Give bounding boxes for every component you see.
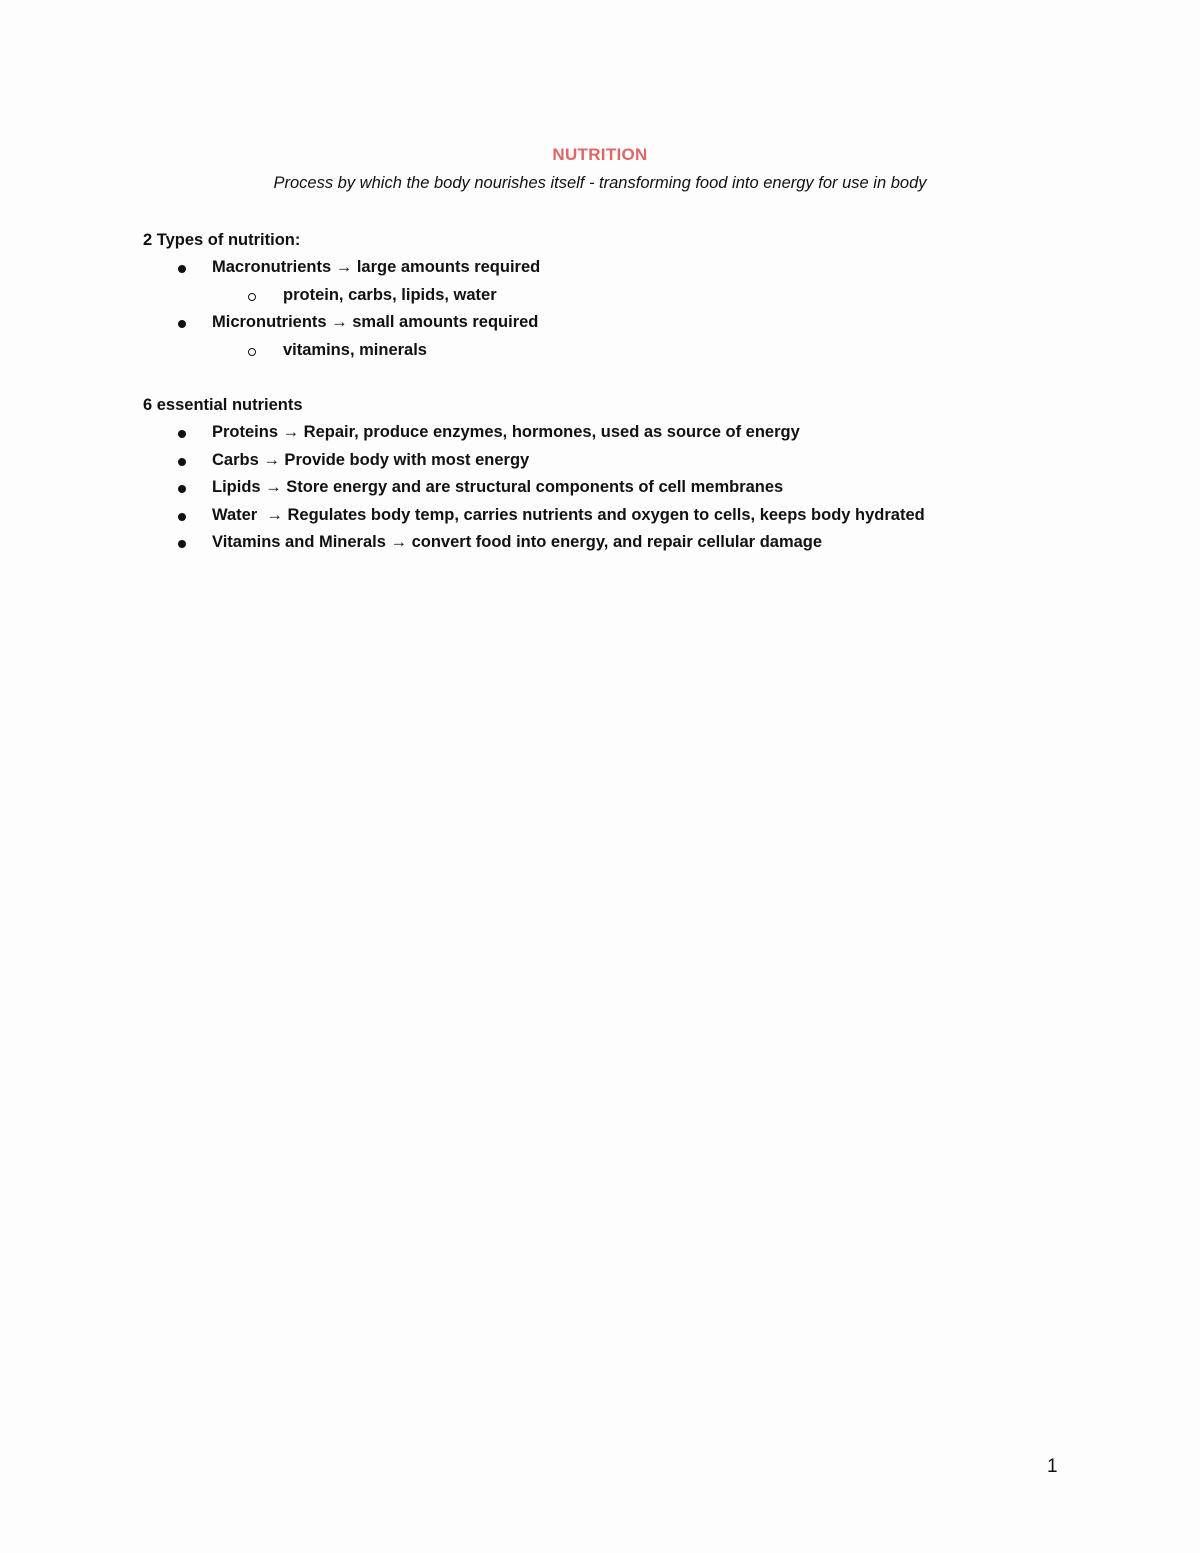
document-title: NUTRITION [552, 145, 648, 164]
sub-item-macronutrient-examples: protein, carbs, lipids, water [283, 286, 497, 304]
hollow-bullet-icon [248, 348, 256, 356]
sub-item-micronutrient-examples: vitamins, minerals [283, 341, 427, 359]
list-item-water: Water → Regulates body temp, carries nutrients and oxygen to cells, keeps body hydrated [212, 506, 925, 524]
hollow-bullet-icon [248, 293, 256, 301]
list-item-proteins: Proteins → Repair, produce enzymes, hormones, used as source of energy [212, 423, 800, 441]
list-item-macronutrients: Macronutrients → large amounts required [212, 258, 541, 276]
bullet-icon [178, 540, 186, 548]
bullet-icon [178, 485, 186, 493]
list-item-vitamins-minerals: Vitamins and Minerals → convert food into energy, and repair cellular damage [212, 533, 823, 551]
bullet-icon [178, 458, 186, 466]
bullet-icon [178, 265, 186, 273]
section-heading-types: 2 Types of nutrition: [143, 231, 301, 249]
bullet-icon [178, 513, 186, 521]
list-item-lipids: Lipids → Store energy and are structural components of cell membranes [212, 478, 784, 496]
section-heading-essential-nutrients: 6 essential nutrients [143, 396, 303, 414]
bullet-icon [178, 320, 186, 328]
list-item-carbs: Carbs → Provide body with most energy [212, 451, 530, 469]
document-subtitle: Process by which the body nourishes itself - transforming food into energy for use in body [273, 174, 927, 192]
page-number: 1 [1047, 1456, 1058, 1477]
list-item-micronutrients: Micronutrients → small amounts required [212, 313, 539, 331]
bullet-icon [178, 430, 186, 438]
